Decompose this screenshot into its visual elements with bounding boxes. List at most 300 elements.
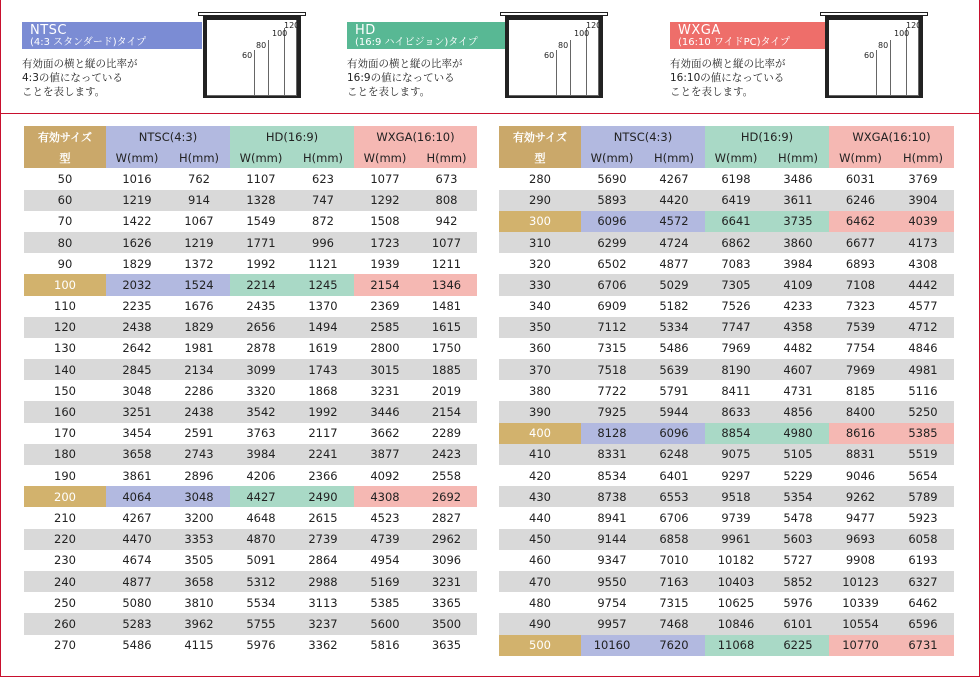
legend-wxga-name: WXGA xyxy=(678,23,721,38)
wxga-w-cell: 3446 xyxy=(354,401,416,422)
size-cell: 230 xyxy=(54,553,76,568)
size-cell: 450 xyxy=(499,529,581,550)
hd-h-cell: 872 xyxy=(312,214,334,229)
ntsc-h-cell: 2438 xyxy=(168,401,230,422)
ntsc-h-cell: 5182 xyxy=(659,299,689,314)
hd-w-cell: 5755 xyxy=(230,613,292,634)
wxga-h-cell: 6731 xyxy=(892,635,954,656)
ntsc-w-cell: 9754 xyxy=(597,595,627,610)
ntsc-w-cell: 8128 xyxy=(581,423,643,444)
hd-h-cell: 2241 xyxy=(292,444,354,465)
table-row xyxy=(24,401,477,422)
ntsc-h-cell: 762 xyxy=(188,171,210,186)
size-cell: 470 xyxy=(499,571,581,592)
hd-h-cell: 3611 xyxy=(767,190,829,211)
hd-w-cell: 1771 xyxy=(230,232,292,253)
ntsc-w-cell: 4267 xyxy=(122,510,152,525)
hd-w-cell: 6198 xyxy=(721,171,751,186)
hd-w-cell: 7526 xyxy=(721,299,751,314)
ntsc-h-cell: 3810 xyxy=(184,595,214,610)
size-cell: 310 xyxy=(499,232,581,253)
size-cell: 430 xyxy=(499,486,581,507)
ntsc-w-cell: 8331 xyxy=(581,444,643,465)
table-row xyxy=(24,486,477,507)
ntsc-w-cell: 6502 xyxy=(597,256,627,271)
ntsc-h-cell: 6248 xyxy=(643,444,705,465)
wxga-w-cell: 4739 xyxy=(354,529,416,550)
ntsc-w-cell: 3251 xyxy=(106,401,168,422)
ntsc-w-cell: 4064 xyxy=(106,486,168,507)
section-divider xyxy=(0,113,980,114)
ntsc-h-cell: 4572 xyxy=(643,211,705,232)
size-cell: 370 xyxy=(499,359,581,380)
wxga-h-cell: 5789 xyxy=(892,486,954,507)
hd-w-cell: 7747 xyxy=(705,317,767,338)
size-label: 120 xyxy=(906,21,922,30)
legend-ntsc-desc xyxy=(22,57,182,99)
header-type: 型 xyxy=(499,147,581,168)
table-row xyxy=(499,274,954,295)
header-wxga: WXGA(16:10) xyxy=(829,126,954,147)
desc-line: 16:10の値になっている xyxy=(670,72,785,84)
size-cell: 270 xyxy=(54,638,76,653)
header-h: H(mm) xyxy=(643,147,705,168)
ntsc-h-cell: 2591 xyxy=(184,426,214,441)
ntsc-w-cell: 3658 xyxy=(106,444,168,465)
wxga-h-cell: 1077 xyxy=(416,232,477,253)
wxga-h-cell: 1885 xyxy=(416,359,477,380)
wxga-h-cell: 2558 xyxy=(431,468,462,483)
hd-w-cell: 5976 xyxy=(246,638,276,653)
wxga-w-cell: 4523 xyxy=(370,510,400,525)
size-cell: 110 xyxy=(54,299,76,314)
ntsc-h-cell: 7163 xyxy=(643,571,705,592)
hd-w-cell: 8633 xyxy=(705,401,767,422)
ntsc-h-cell: 1524 xyxy=(168,274,230,295)
ntsc-h-cell: 2896 xyxy=(184,468,214,483)
ntsc-h-cell: 7468 xyxy=(643,613,705,634)
legend-wxga-sub: (16:10 ワイドPC)タイプ xyxy=(678,37,791,48)
size-cell: 180 xyxy=(24,444,106,465)
size-cell: 120 xyxy=(24,317,106,338)
size-cell: 170 xyxy=(54,426,76,441)
hd-w-cell: 10403 xyxy=(705,571,767,592)
ntsc-w-cell: 2438 xyxy=(106,317,168,338)
ntsc-h-cell: 2286 xyxy=(184,383,214,398)
table-row xyxy=(499,592,954,613)
ntsc-h-cell: 7620 xyxy=(643,635,705,656)
table-row xyxy=(499,571,954,592)
table-row xyxy=(499,211,954,232)
wxga-w-cell: 1292 xyxy=(354,190,416,211)
table-row xyxy=(24,592,477,613)
size-cell: 320 xyxy=(529,256,551,271)
ntsc-w-cell: 3861 xyxy=(122,468,152,483)
size-cell: 460 xyxy=(529,553,551,568)
wxga-h-cell: 1481 xyxy=(431,299,462,314)
wxga-h-cell: 5250 xyxy=(892,401,954,422)
size-cell: 480 xyxy=(529,595,551,610)
size-label: 100 xyxy=(574,29,590,38)
table-row xyxy=(499,401,954,422)
hd-w-cell: 2656 xyxy=(230,317,292,338)
header-w: W(mm) xyxy=(230,147,292,168)
wxga-h-cell: 6193 xyxy=(908,553,938,568)
wxga-h-cell: 2962 xyxy=(416,529,477,550)
ntsc-screen-diagram xyxy=(198,12,306,98)
hd-w-cell: 3984 xyxy=(230,444,292,465)
ntsc-w-cell: 9347 xyxy=(597,553,627,568)
ntsc-h-cell: 5791 xyxy=(659,383,689,398)
wxga-h-cell: 2154 xyxy=(416,401,477,422)
size-table-left xyxy=(24,126,477,656)
hd-w-cell: 3320 xyxy=(246,383,276,398)
ntsc-h-cell: 5639 xyxy=(643,359,705,380)
table-row xyxy=(24,190,477,211)
wxga-h-cell: 1346 xyxy=(416,274,477,295)
wxga-h-cell: 5116 xyxy=(908,383,938,398)
hd-w-cell: 1328 xyxy=(230,190,292,211)
ntsc-h-cell: 5029 xyxy=(643,274,705,295)
table-row xyxy=(24,317,477,338)
ntsc-h-cell: 7010 xyxy=(659,553,689,568)
size-cell: 400 xyxy=(499,423,581,444)
ntsc-h-cell: 7315 xyxy=(659,595,689,610)
header-w: W(mm) xyxy=(354,147,416,168)
wxga-h-cell: 4442 xyxy=(892,274,954,295)
desc-line: 有効面の横と縦の比率が xyxy=(22,58,138,70)
hd-w-cell: 6641 xyxy=(705,211,767,232)
ntsc-h-cell: 1067 xyxy=(184,214,214,229)
hd-w-cell: 7083 xyxy=(721,256,751,271)
wxga-h-cell: 2827 xyxy=(431,510,462,525)
legend-hd-desc xyxy=(347,57,507,99)
hd-w-cell: 6419 xyxy=(705,190,767,211)
hd-h-cell: 3237 xyxy=(292,613,354,634)
hd-h-cell: 1494 xyxy=(292,317,354,338)
size-label: 120 xyxy=(586,21,602,30)
table-row xyxy=(499,550,954,571)
wxga-h-cell: 6058 xyxy=(892,529,954,550)
header-h: H(mm) xyxy=(292,147,354,168)
hd-w-cell: 5312 xyxy=(230,571,292,592)
ntsc-w-cell: 5283 xyxy=(106,613,168,634)
wxga-w-cell: 9046 xyxy=(845,468,876,483)
size-cell: 80 xyxy=(24,232,106,253)
hd-h-cell: 996 xyxy=(292,232,354,253)
wxga-h-cell: 1750 xyxy=(431,341,462,356)
size-label: 80 xyxy=(256,41,267,50)
ntsc-h-cell: 1372 xyxy=(184,256,214,271)
wxga-h-cell: 3096 xyxy=(431,553,462,568)
ntsc-h-cell: 6553 xyxy=(643,486,705,507)
wxga-w-cell: 7108 xyxy=(829,274,892,295)
wxga-h-cell: 2019 xyxy=(431,383,462,398)
ntsc-h-cell: 5944 xyxy=(643,401,705,422)
wxga-w-cell: 9477 xyxy=(845,510,876,525)
hd-h-cell: 3113 xyxy=(308,595,338,610)
hd-w-cell: 2214 xyxy=(230,274,292,295)
size-cell: 50 xyxy=(57,171,73,186)
hd-w-cell: 3763 xyxy=(246,426,276,441)
ntsc-h-cell: 3505 xyxy=(184,553,214,568)
size-cell: 90 xyxy=(57,256,73,271)
wxga-w-cell: 9262 xyxy=(829,486,892,507)
size-cell: 160 xyxy=(24,401,106,422)
ntsc-w-cell: 8738 xyxy=(581,486,643,507)
ntsc-w-cell: 9957 xyxy=(581,613,643,634)
wxga-screen-diagram xyxy=(820,12,928,98)
table-row xyxy=(24,338,477,359)
ntsc-h-cell: 2134 xyxy=(168,359,230,380)
size-cell: 360 xyxy=(529,341,551,356)
wxga-h-cell: 808 xyxy=(416,190,477,211)
hd-h-cell: 1868 xyxy=(308,383,338,398)
hd-h-cell: 2117 xyxy=(308,426,338,441)
wxga-w-cell: 10339 xyxy=(842,595,879,610)
wxga-w-cell: 7323 xyxy=(845,299,876,314)
wxga-h-cell: 942 xyxy=(435,214,458,229)
ntsc-w-cell: 3454 xyxy=(122,426,152,441)
hd-w-cell: 5091 xyxy=(246,553,276,568)
hd-w-cell: 11068 xyxy=(705,635,767,656)
size-outline-120 xyxy=(829,20,922,96)
wxga-w-cell: 8185 xyxy=(845,383,876,398)
wxga-w-cell: 6031 xyxy=(845,171,876,186)
ntsc-w-cell: 3048 xyxy=(122,383,152,398)
ntsc-w-cell: 1422 xyxy=(122,214,152,229)
ntsc-h-cell: 6096 xyxy=(643,423,705,444)
size-cell: 500 xyxy=(499,635,581,656)
hd-h-cell: 6101 xyxy=(767,613,829,634)
hd-w-cell: 10625 xyxy=(717,595,755,610)
table-row xyxy=(24,571,477,592)
wxga-h-cell: 2692 xyxy=(416,486,477,507)
size-cell: 100 xyxy=(24,274,106,295)
hd-w-cell: 5534 xyxy=(246,595,276,610)
hd-w-cell: 9297 xyxy=(721,468,751,483)
table-row xyxy=(24,253,477,274)
table-row xyxy=(24,444,477,465)
size-cell: 440 xyxy=(529,510,551,525)
table-row xyxy=(499,232,954,253)
table-row xyxy=(24,274,477,295)
wxga-w-cell: 3015 xyxy=(354,359,416,380)
ntsc-w-cell: 7925 xyxy=(581,401,643,422)
table-row xyxy=(24,232,477,253)
size-label: 100 xyxy=(272,29,288,38)
legend-hd-name: HD xyxy=(355,23,376,38)
ntsc-w-cell: 8534 xyxy=(597,468,627,483)
wxga-w-cell: 1077 xyxy=(370,171,400,186)
ntsc-w-cell: 4674 xyxy=(122,553,152,568)
header-ntsc: NTSC(4:3) xyxy=(106,126,230,147)
hd-w-cell: 10846 xyxy=(705,613,767,634)
size-cell: 60 xyxy=(24,190,106,211)
hd-h-cell: 2490 xyxy=(292,486,354,507)
ntsc-w-cell: 6299 xyxy=(581,232,643,253)
hd-h-cell: 1121 xyxy=(308,256,338,271)
wxga-w-cell: 6893 xyxy=(845,256,876,271)
hd-w-cell: 3542 xyxy=(230,401,292,422)
desc-line: 16:9の値になっている xyxy=(347,72,455,84)
wxga-w-cell: 5385 xyxy=(370,595,400,610)
hd-h-cell: 3860 xyxy=(767,232,829,253)
table-row xyxy=(499,190,954,211)
hd-w-cell: 10182 xyxy=(717,553,755,568)
size-label: 60 xyxy=(242,51,253,60)
hd-w-cell: 4427 xyxy=(230,486,292,507)
wxga-w-cell: 3877 xyxy=(354,444,416,465)
wxga-w-cell: 4308 xyxy=(354,486,416,507)
ntsc-w-cell: 2642 xyxy=(122,341,152,356)
ntsc-h-cell: 5334 xyxy=(643,317,705,338)
size-cell: 300 xyxy=(499,211,581,232)
wxga-h-cell: 673 xyxy=(435,171,458,186)
wxga-h-cell: 3231 xyxy=(416,571,477,592)
table-row xyxy=(499,486,954,507)
wxga-h-cell: 4308 xyxy=(908,256,938,271)
size-label: 80 xyxy=(558,41,569,50)
table-row xyxy=(499,338,954,359)
wxga-h-cell: 3769 xyxy=(908,171,938,186)
legend-ntsc xyxy=(0,0,300,110)
table-row xyxy=(499,168,954,189)
wxga-w-cell: 5169 xyxy=(354,571,416,592)
wxga-w-cell: 8400 xyxy=(829,401,892,422)
size-cell: 260 xyxy=(24,613,106,634)
ntsc-w-cell: 1829 xyxy=(122,256,152,271)
hd-h-cell: 2988 xyxy=(292,571,354,592)
hd-h-cell: 3735 xyxy=(767,211,829,232)
ntsc-h-cell: 3200 xyxy=(184,510,214,525)
size-cell: 150 xyxy=(54,383,76,398)
wxga-w-cell: 8831 xyxy=(829,444,892,465)
hd-h-cell: 4731 xyxy=(783,383,813,398)
hd-h-cell: 5852 xyxy=(767,571,829,592)
wxga-w-cell: 6677 xyxy=(829,232,892,253)
hd-h-cell: 4233 xyxy=(783,299,813,314)
size-cell: 290 xyxy=(499,190,581,211)
table-row xyxy=(24,380,477,401)
ntsc-w-cell: 7518 xyxy=(581,359,643,380)
wxga-h-cell: 3365 xyxy=(431,595,462,610)
ntsc-h-cell: 1829 xyxy=(168,317,230,338)
desc-line: 4:3の値になっている xyxy=(22,72,123,84)
hd-w-cell: 9739 xyxy=(721,510,751,525)
table-row xyxy=(24,613,477,634)
ntsc-w-cell: 9144 xyxy=(581,529,643,550)
wxga-h-cell: 2423 xyxy=(416,444,477,465)
ntsc-h-cell: 6706 xyxy=(659,510,689,525)
size-label: 80 xyxy=(878,41,889,50)
hd-w-cell: 4206 xyxy=(246,468,276,483)
hd-h-cell: 5603 xyxy=(767,529,829,550)
wxga-h-cell: 2289 xyxy=(431,426,462,441)
header-h: H(mm) xyxy=(892,147,954,168)
hd-h-cell: 5976 xyxy=(783,595,813,610)
ntsc-w-cell: 4877 xyxy=(106,571,168,592)
hd-h-cell: 4607 xyxy=(767,359,829,380)
size-outline-120 xyxy=(207,20,300,96)
hd-w-cell: 4870 xyxy=(230,529,292,550)
hd-w-cell: 1549 xyxy=(246,214,276,229)
wxga-w-cell: 1508 xyxy=(370,214,400,229)
desc-line: ことを表します。 xyxy=(22,86,106,98)
ntsc-w-cell: 7722 xyxy=(597,383,627,398)
legend-wxga xyxy=(648,0,948,110)
wxga-w-cell: 10123 xyxy=(829,571,892,592)
wxga-w-cell: 7754 xyxy=(845,341,876,356)
wxga-h-cell: 4712 xyxy=(892,317,954,338)
size-cell: 330 xyxy=(499,274,581,295)
ntsc-h-cell: 3353 xyxy=(168,529,230,550)
size-outline-120 xyxy=(509,20,602,96)
desc-line: ことを表します。 xyxy=(347,86,431,98)
hd-w-cell: 9075 xyxy=(705,444,767,465)
size-cell: 490 xyxy=(499,613,581,634)
wxga-w-cell: 7969 xyxy=(829,359,892,380)
ntsc-h-cell: 3048 xyxy=(168,486,230,507)
table-row xyxy=(499,296,954,317)
ntsc-w-cell: 1016 xyxy=(122,171,152,186)
ntsc-w-cell: 2845 xyxy=(106,359,168,380)
legend-hd-sub: (16:9 ハイビジョン)タイプ xyxy=(355,37,478,48)
header-size: 有効サイズ xyxy=(24,126,106,147)
hd-h-cell: 2864 xyxy=(308,553,338,568)
size-cell: 190 xyxy=(54,468,76,483)
ntsc-h-cell: 1676 xyxy=(184,299,214,314)
hd-w-cell: 2435 xyxy=(246,299,276,314)
size-cell: 220 xyxy=(24,529,106,550)
hd-w-cell: 7305 xyxy=(705,274,767,295)
wxga-h-cell: 6327 xyxy=(892,571,954,592)
size-label: 60 xyxy=(544,51,555,60)
wxga-w-cell: 4092 xyxy=(370,468,400,483)
table-row xyxy=(499,444,954,465)
hd-h-cell: 747 xyxy=(292,190,354,211)
wxga-w-cell: 4954 xyxy=(370,553,400,568)
header-type: 型 xyxy=(24,147,106,168)
table-row xyxy=(499,529,954,550)
wxga-h-cell: 4846 xyxy=(908,341,938,356)
wxga-w-cell: 2154 xyxy=(354,274,416,295)
hd-w-cell: 9518 xyxy=(705,486,767,507)
size-cell: 420 xyxy=(529,468,551,483)
size-cell: 140 xyxy=(24,359,106,380)
header-w: W(mm) xyxy=(106,147,168,168)
table-row xyxy=(499,317,954,338)
ntsc-w-cell: 7112 xyxy=(581,317,643,338)
size-cell: 200 xyxy=(24,486,106,507)
table-row xyxy=(24,359,477,380)
table-row xyxy=(24,296,477,317)
wxga-h-cell: 4173 xyxy=(892,232,954,253)
hd-h-cell: 2739 xyxy=(292,529,354,550)
ntsc-w-cell: 6706 xyxy=(581,274,643,295)
hd-h-cell: 4482 xyxy=(783,341,813,356)
wxga-w-cell: 3231 xyxy=(370,383,400,398)
wxga-h-cell: 4039 xyxy=(892,211,954,232)
ntsc-h-cell: 1981 xyxy=(184,341,214,356)
header-h: H(mm) xyxy=(168,147,230,168)
legend-ntsc-sub: (4:3 スタンダード)タイプ xyxy=(30,37,147,48)
hd-w-cell: 4648 xyxy=(246,510,276,525)
table-row xyxy=(24,635,477,656)
size-table-right xyxy=(499,126,954,656)
hd-h-cell: 5478 xyxy=(783,510,813,525)
header-hd: HD(16:9) xyxy=(230,126,354,147)
